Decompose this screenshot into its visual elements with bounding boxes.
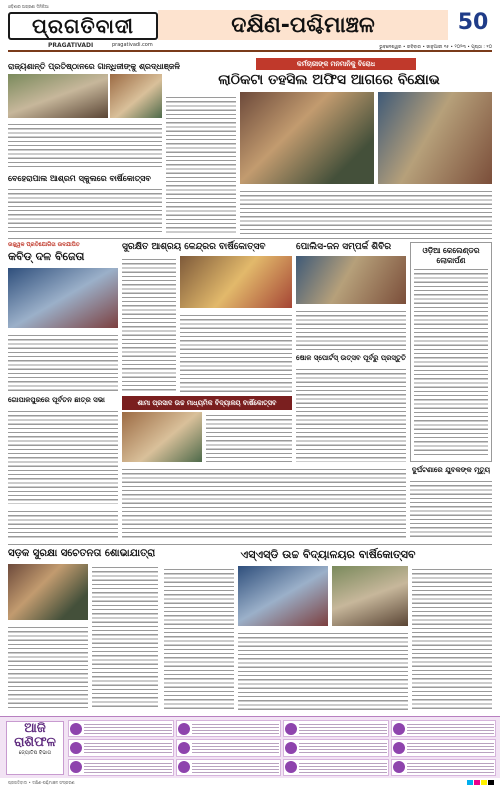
zodiac-icon (70, 761, 82, 773)
story-headline[interactable]: ଗୋପାଳପୁରରେ ପୂର୍ବତନ ଛାତ୍ର ସଭା (8, 396, 105, 404)
print-color-bar (467, 780, 494, 785)
zodiac-icon (285, 742, 297, 754)
masthead (8, 4, 492, 50)
zodiac-icon (70, 723, 82, 735)
zodiac-icon (70, 742, 82, 754)
zodiac-icon (285, 723, 297, 735)
story-body (164, 566, 234, 710)
story-body (410, 478, 492, 540)
anniversary-badge (454, 6, 492, 38)
story-body (414, 266, 488, 456)
story-photo (296, 256, 406, 304)
site-url[interactable]: pragativadi.com (112, 42, 153, 48)
story-photo (238, 566, 328, 626)
story-headline[interactable]: ସୁରକ୍ଷିତ ଆଶ୍ରୟ କେନ୍ଦ୍ରର ବାର୍ଷିକୋତ୍ସବ (122, 242, 266, 252)
story-photo (8, 564, 88, 620)
ad-cell (283, 739, 389, 756)
story-body (166, 94, 236, 234)
story-kicker: କର୍ମଚାରୀଙ୍କ ମନମାନିକୁ ବିରୋଧ (256, 58, 416, 70)
story-photo (110, 74, 162, 118)
zodiac-icon (178, 723, 190, 735)
story-body (296, 366, 406, 462)
story-headline[interactable]: ଓଡ଼ିଆ କେଲେଣ୍ଡର ଲୋକାର୍ପଣ (422, 246, 480, 265)
row-divider (8, 238, 492, 239)
ad-subtitle: ଜ୍ୟୋତିଷ ବିଭାଗ (18, 750, 52, 756)
ad-grid (68, 720, 496, 776)
ad-cell (68, 739, 174, 756)
zodiac-icon (393, 742, 405, 754)
row-divider (8, 544, 492, 545)
footer-text: ପ୍ରଗତିବାଦୀ • ଦକ୍ଷିଣ-ପଶ୍ଚିମାଞ୍ଚଳ ସଂସ୍କରଣ (8, 780, 75, 785)
story-photo (180, 256, 292, 308)
section-title: ଦକ୍ଷିଣ-ପଶ୍ଚିମାଞ୍ଚଳ (231, 12, 375, 38)
dateline: ଭୁବନେଶ୍ୱର • ରବିବାର • ଜାନୁଆରୀ ୧୫ • ୨୦୨୩ • ପୃଷ୍ଠା : ୧୦ (379, 45, 492, 50)
ad-cell (283, 720, 389, 737)
story-body (238, 630, 408, 710)
story-body (8, 508, 118, 540)
ad-title: ଆଜି ରାଶିଫଳ (14, 721, 56, 750)
story-body (8, 332, 118, 392)
story-body (8, 186, 162, 234)
section-banner (158, 10, 448, 40)
ad-cell (283, 759, 389, 776)
story-photo (240, 92, 374, 184)
logo-latin: PRAGATIVADI (48, 42, 94, 49)
story-headline[interactable]: ଶାମା ପ୍ରସାଦ ଉଚ୍ଚ ମାଧ୍ୟମିକ ବିଦ୍ୟାଳୟ ବାର୍ଷିକୋତ୍ସବ (122, 396, 292, 410)
zodiac-icon (178, 761, 190, 773)
story-body (296, 308, 406, 350)
story-body (92, 564, 158, 710)
story-body (412, 566, 492, 710)
story-headline[interactable]: ଷୋଳ ସ୍ପୋର୍ଟସ୍ ଉତ୍ସବ ପୂର୍ବରୁ ପ୍ରସ୍ତୁତି (296, 354, 406, 362)
ad-cell (68, 759, 174, 776)
story-headline[interactable]: ଏସ୍ଏସ୍‌ଡି ଉଚ୍ଚ ବିଦ୍ୟାଳୟର ବାର୍ଷିକୋତ୍ସବ (240, 548, 416, 561)
story-body (122, 256, 176, 392)
anniversary-number: 50 (457, 9, 489, 35)
zodiac-icon (285, 761, 297, 773)
story-body (8, 624, 88, 710)
story-body (8, 408, 118, 504)
story-headline[interactable]: ବେହେରାପାଲ ଆଶ୍ରମ ସ୍କୁଲରେ ବାର୍ଷିକୋତ୍ସବ (8, 174, 151, 183)
ad-cell (176, 720, 282, 737)
story-photo (8, 74, 108, 118)
story-photo (332, 566, 408, 626)
story-headline[interactable]: ସଡ଼କ ସୁରକ୍ଷା ସଚେତନତା ଶୋଭାଯାତ୍ରା (8, 548, 156, 559)
story-photo (378, 92, 492, 184)
story-headline[interactable]: କବିଡ୍ ଦଳ ବିଜେତା (8, 250, 85, 263)
horoscope-ad[interactable] (0, 716, 500, 778)
story-photo (8, 268, 118, 328)
story-headline[interactable]: ପୋଲିସ-ଜନ ସମ୍ପର୍କ ଶିବିର (296, 242, 392, 252)
story-body (122, 466, 406, 540)
ad-cell (391, 759, 497, 776)
story-photo (122, 412, 202, 462)
logo-text: ପ୍ରଗତିବାଦୀ (31, 14, 135, 38)
masthead-tagline: ଓଡ଼ିଶାର ଅଗ୍ରଣୀ ଦିନିକିଆ (8, 4, 49, 9)
ad-cell (68, 720, 174, 737)
story-headline[interactable]: ଲାଠିକଟା ତହସିଲ ଅଫିସ ଆଗରେ ବିକ୍ଷୋଭ (218, 72, 440, 88)
story-body (180, 312, 292, 392)
zodiac-icon (393, 723, 405, 735)
story-headline[interactable]: ଦୁର୍ଘଟଣାରେ ଯୁବକଙ୍କ ମୃତ୍ୟୁ (411, 466, 491, 474)
zodiac-icon (393, 761, 405, 773)
ad-cell (176, 759, 282, 776)
zodiac-icon (178, 742, 190, 754)
newspaper-logo[interactable] (8, 12, 158, 40)
ad-cell (176, 739, 282, 756)
ad-cell (391, 739, 497, 756)
ad-cell (391, 720, 497, 737)
ad-title-box (6, 721, 64, 775)
story-body (8, 121, 162, 169)
story-body (240, 188, 492, 234)
story-kicker: ଉଜ୍ଜ୍ୱଳ ପ୍ରତିଯୋଗିତା ଉଦଯାପିତ (8, 242, 80, 248)
masthead-rule (8, 50, 492, 52)
story-body (206, 412, 292, 462)
story-headline[interactable]: ରାଜ୍ୟଶାନ୍ତି ପ୍ରତିଷ୍ଠାନରେ ଗାନ୍ଧିଜୀଙ୍କୁ ଶ୍ରଦ୍ଧାଞ୍ଜଳି (8, 62, 180, 71)
